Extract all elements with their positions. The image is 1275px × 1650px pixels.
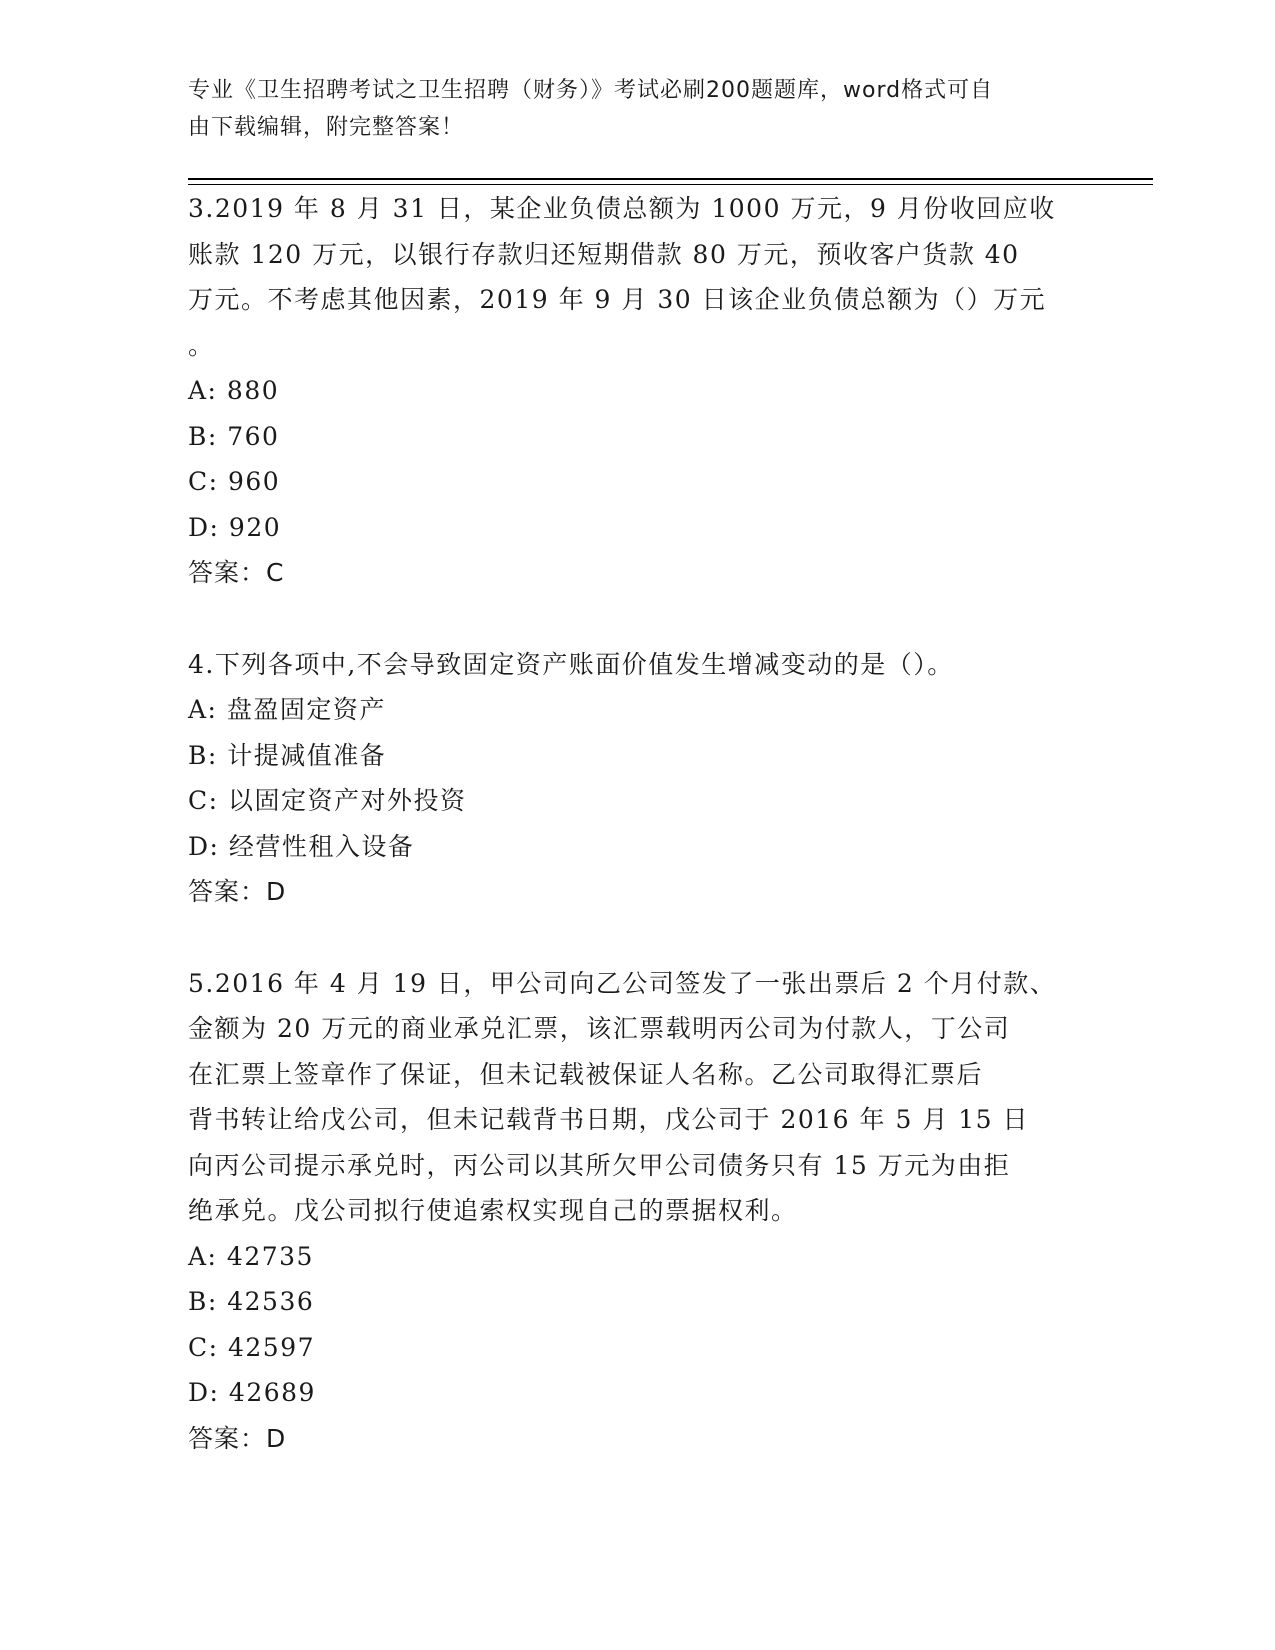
question-text-line: 万元。不考虑其他因素，2019 年 9 月 30 日该企业负债总额为（）万元 xyxy=(188,285,1047,314)
question-text-line: 4.下列各项中,不会导致固定资产账面价值发生增减变动的是（）。 xyxy=(188,649,954,679)
question-text-line: 。 xyxy=(188,330,215,360)
question-5 xyxy=(188,961,1088,1462)
question-spacer xyxy=(188,596,1088,642)
option-b: B: 760 xyxy=(188,421,280,451)
header-line-1: 专业《卫生招聘考试之卫生招聘（财务）》考试必刷200题题库，word格式可自 xyxy=(188,78,994,103)
question-text-line: 5.2016 年 4 月 19 日，甲公司向乙公司签发了一张出票后 2 个月付款、 xyxy=(188,968,1057,998)
question-spacer xyxy=(188,915,1088,961)
header-divider-thin xyxy=(188,184,1153,185)
header-divider-thick xyxy=(188,178,1153,180)
option-d: D: 42689 xyxy=(188,1378,316,1407)
option-a: A: 880 xyxy=(188,376,280,405)
question-text-line: 向丙公司提示承兑时，丙公司以其所欠甲公司债务只有 15 万元为由拒 xyxy=(188,1150,1011,1180)
question-text-line: 3.2019 年 8 月 31 日，某企业负债总额为 1000 万元，9 月份收回应收 xyxy=(188,194,1056,223)
option-b: B: 计提减值准备 xyxy=(188,740,387,770)
document-header xyxy=(188,72,1068,146)
option-a: A: 盘盈固定资产 xyxy=(188,695,386,724)
option-d: D: 920 xyxy=(188,512,282,542)
question-list xyxy=(188,186,1088,1461)
option-c: C: 以固定资产对外投资 xyxy=(188,786,467,815)
answer-line: 答案：C xyxy=(188,558,285,587)
option-b: B: 42536 xyxy=(188,1287,315,1316)
question-text-line: 背书转让给戊公司，但未记载背书日期，戊公司于 2016 年 5 月 15 日 xyxy=(188,1105,1030,1134)
question-3 xyxy=(188,186,1088,596)
answer-line: 答案：D xyxy=(188,1423,287,1453)
question-text-line: 在汇票上签章作了保证，但未记载被保证人名称。乙公司取得汇票后 xyxy=(188,1059,984,1089)
question-text-line: 金额为 20 万元的商业承兑汇票，该汇票载明丙公司为付款人，丁公司 xyxy=(188,1014,1011,1043)
answer-line: 答案：D xyxy=(188,877,287,906)
option-c: C: 960 xyxy=(188,467,281,496)
header-line-2: 由下载编辑，附完整答案！ xyxy=(188,115,465,140)
question-4 xyxy=(188,642,1088,915)
question-text-line: 账款 120 万元，以银行存款归还短期借款 80 万元，预收客户货款 40 xyxy=(188,239,1020,269)
option-c: C: 42597 xyxy=(188,1332,316,1362)
option-d: D: 经营性租入设备 xyxy=(188,831,415,861)
question-text-line: 绝承兑。戊公司拟行使追索权实现自己的票据权利。 xyxy=(188,1196,798,1225)
option-a: A: 42735 xyxy=(188,1241,314,1271)
